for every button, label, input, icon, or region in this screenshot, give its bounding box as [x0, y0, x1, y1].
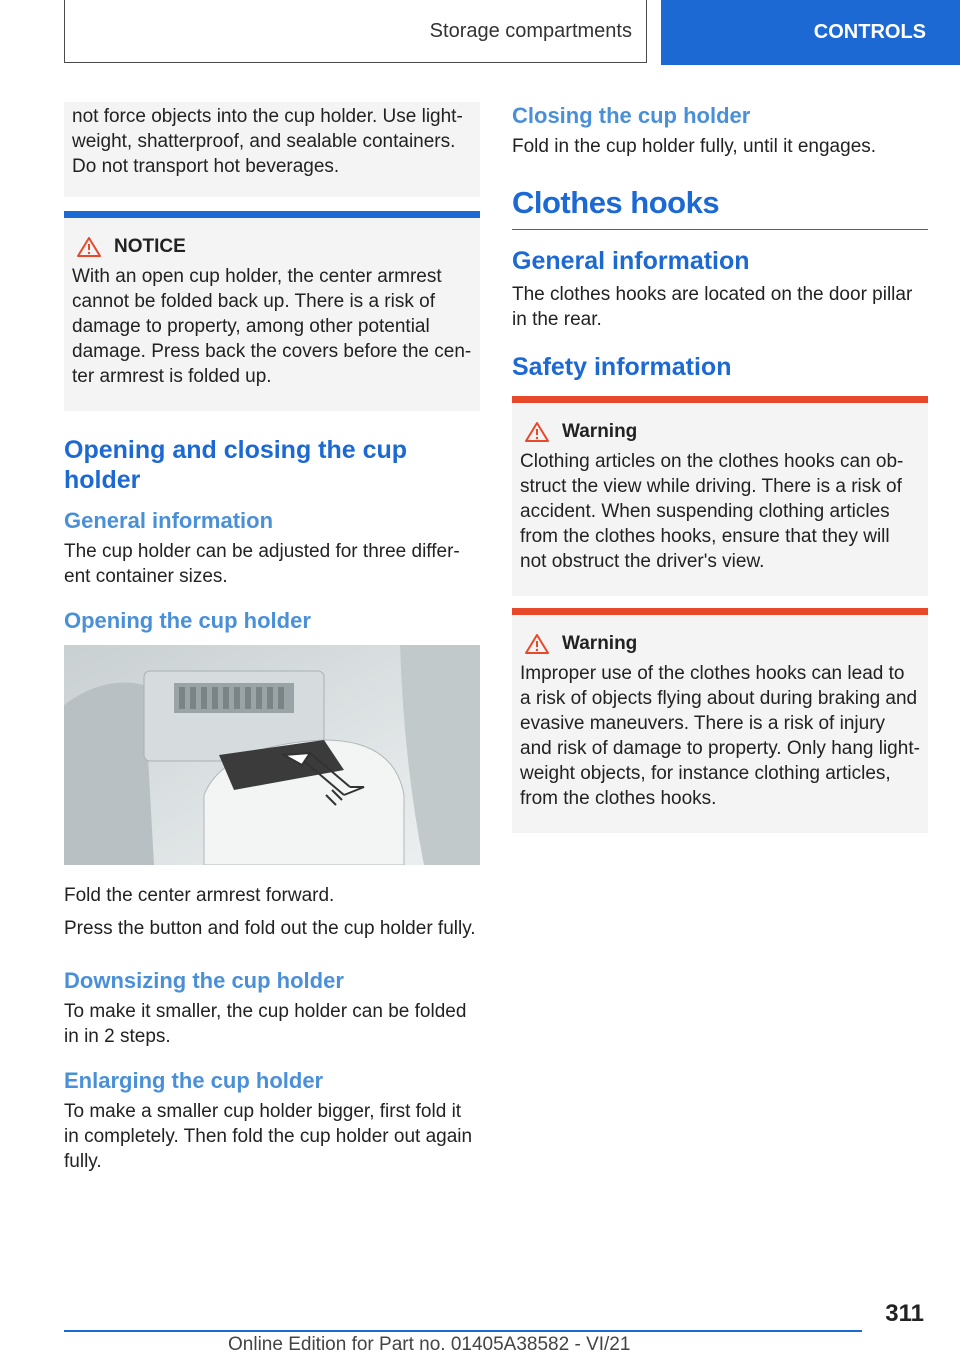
- section-tab: Storage compartments: [64, 0, 647, 63]
- continued-warning-text: not force objects into the cup holder. Use light-weight, shatterproof, and sealable containers. Do not transport hot beverages.: [72, 106, 463, 177]
- enlarging-text: To make a smaller cup holder bigger, first fold it in completely. Then fold the cup holder out again fully.: [64, 1101, 473, 1172]
- warning-title-view: Warning: [562, 421, 638, 442]
- warning-box-view: [512, 396, 928, 596]
- warning-box-flying-objects: [512, 608, 928, 833]
- page-number: 311: [885, 1300, 924, 1327]
- downsizing-text: To make it smaller, the cup holder can be folded in in 2 steps.: [64, 1001, 467, 1047]
- step-press-button: Press the button and fold out the cup holder fully.: [64, 918, 476, 939]
- warning-heading-flying-objects: [524, 633, 920, 655]
- notice-box: [64, 211, 480, 411]
- armrest-cupholder-illustration: [64, 645, 480, 865]
- footer-divider: [64, 1330, 862, 1332]
- heading-enlarging: Enlarging the cup holder: [64, 1068, 324, 1093]
- page-header: [0, 0, 960, 66]
- heading-downsizing: Downsizing the cup holder: [64, 968, 344, 993]
- closing-text: Fold in the cup holder fully, until it engages.: [512, 136, 877, 157]
- left-column: [64, 102, 480, 1182]
- right-column: [512, 102, 928, 833]
- notice-heading: [76, 236, 472, 258]
- hooks-general-text: The clothes hooks are located on the door pillar in the rear.: [512, 284, 913, 330]
- warning-text-flying-objects: Improper use of the clothes hooks can lead to a risk of objects flying about during braking and evasive maneuvers. There is a risk of injury and risk of damage to property. Only hang light-weight objects, for instance clothing articles, from the clothes hooks.: [520, 663, 920, 809]
- warning-triangle-icon: [524, 421, 550, 443]
- chapter-tab: CONTROLS: [661, 0, 960, 65]
- edition-info: Online Edition for Part no. 01405A38582 - VI/21: [228, 1334, 631, 1355]
- heading-open-close: Opening and closing the cup holder: [64, 436, 408, 494]
- warning-triangle-icon: [524, 633, 550, 655]
- notice-text: With an open cup holder, the center armrest cannot be folded back up. There is a risk of damage to property, among other potential damage. Press back the covers before the cen-ter armrest is folded up.: [72, 266, 472, 387]
- notice-title: NOTICE: [114, 236, 186, 257]
- warning-text-view: Clothing articles on the clothes hooks can ob-struct the view while driving. There is a risk of accident. When suspending clothing articles from the clothes hooks, ensure that they will not obstruct the driver's view.: [520, 451, 904, 572]
- heading-hooks-general: General information: [512, 247, 750, 275]
- heading-clothes-hooks: Clothes hooks: [512, 185, 928, 230]
- warning-triangle-icon: [76, 236, 102, 258]
- warning-heading-view: [524, 421, 920, 443]
- general-information-text: The cup holder can be adjusted for three differ-ent container sizes.: [64, 541, 460, 587]
- step-fold-armrest: Fold the center armrest forward.: [64, 885, 335, 906]
- heading-general-information: General information: [64, 508, 274, 533]
- warning-title-flying-objects: Warning: [562, 633, 638, 654]
- heading-safety-information: Safety information: [512, 353, 732, 381]
- heading-opening: Opening the cup holder: [64, 608, 311, 633]
- heading-closing: Closing the cup holder: [512, 103, 751, 128]
- continued-warning-box: [64, 102, 480, 197]
